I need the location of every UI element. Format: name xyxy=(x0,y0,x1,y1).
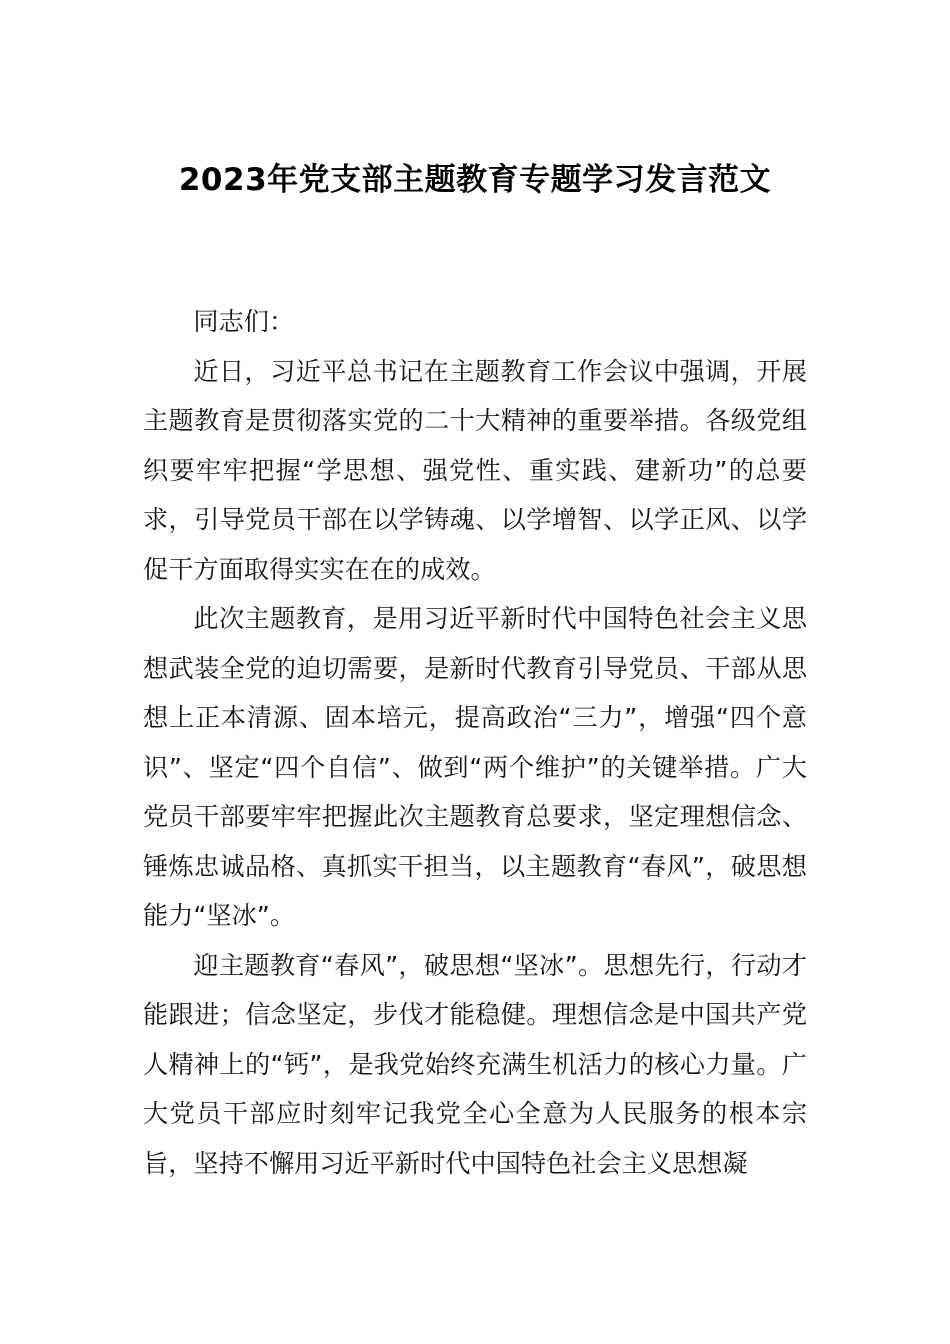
document-title: 2023年党支部主题教育专题学习发言范文 xyxy=(178,162,772,198)
paragraph: 此次主题教育，是用习近平新时代中国特色社会主义思想武装全党的迫切需要，是新时代教育引导党员、干部从思想上正本清源、固本培元，提高政治“三力”，增强“四个意识”、坚定“四个自信”、做到“两个维护”的关键举措。广大党员干部要牢牢把握此次主题教育总要求，坚定理想信念、锤炼忠诚品格、真抓实干担当，以主题教育“春风”，破思想能力“坚冰”。 xyxy=(143,604,807,930)
paragraph: 近日，习近平总书记在主题教育工作会议中强调，开展主题教育是贯彻落实党的二十大精神的重要举措。各级党组织要牢牢把握“学思想、强党性、重实践、建新功”的总要求，引导党员干部在以学铸魂、以学增智、以学正风、以学促干方面取得实实在在的成效。 xyxy=(143,356,807,584)
paragraph: 迎主题教育“春风”，破思想“坚冰”。思想先行，行动才能跟进；信念坚定，步伐才能稳健。理想信念是中国共产党人精神上的“钙”，是我党始终充满生机活力的核心力量。广大党员干部应时刻牢记我党全心全意为人民服务的根本宗旨，坚持不懈用习近平新时代中国特色社会主义思想凝 xyxy=(143,950,807,1178)
document-body xyxy=(143,297,807,1188)
salutation: 同志们： xyxy=(193,307,295,336)
